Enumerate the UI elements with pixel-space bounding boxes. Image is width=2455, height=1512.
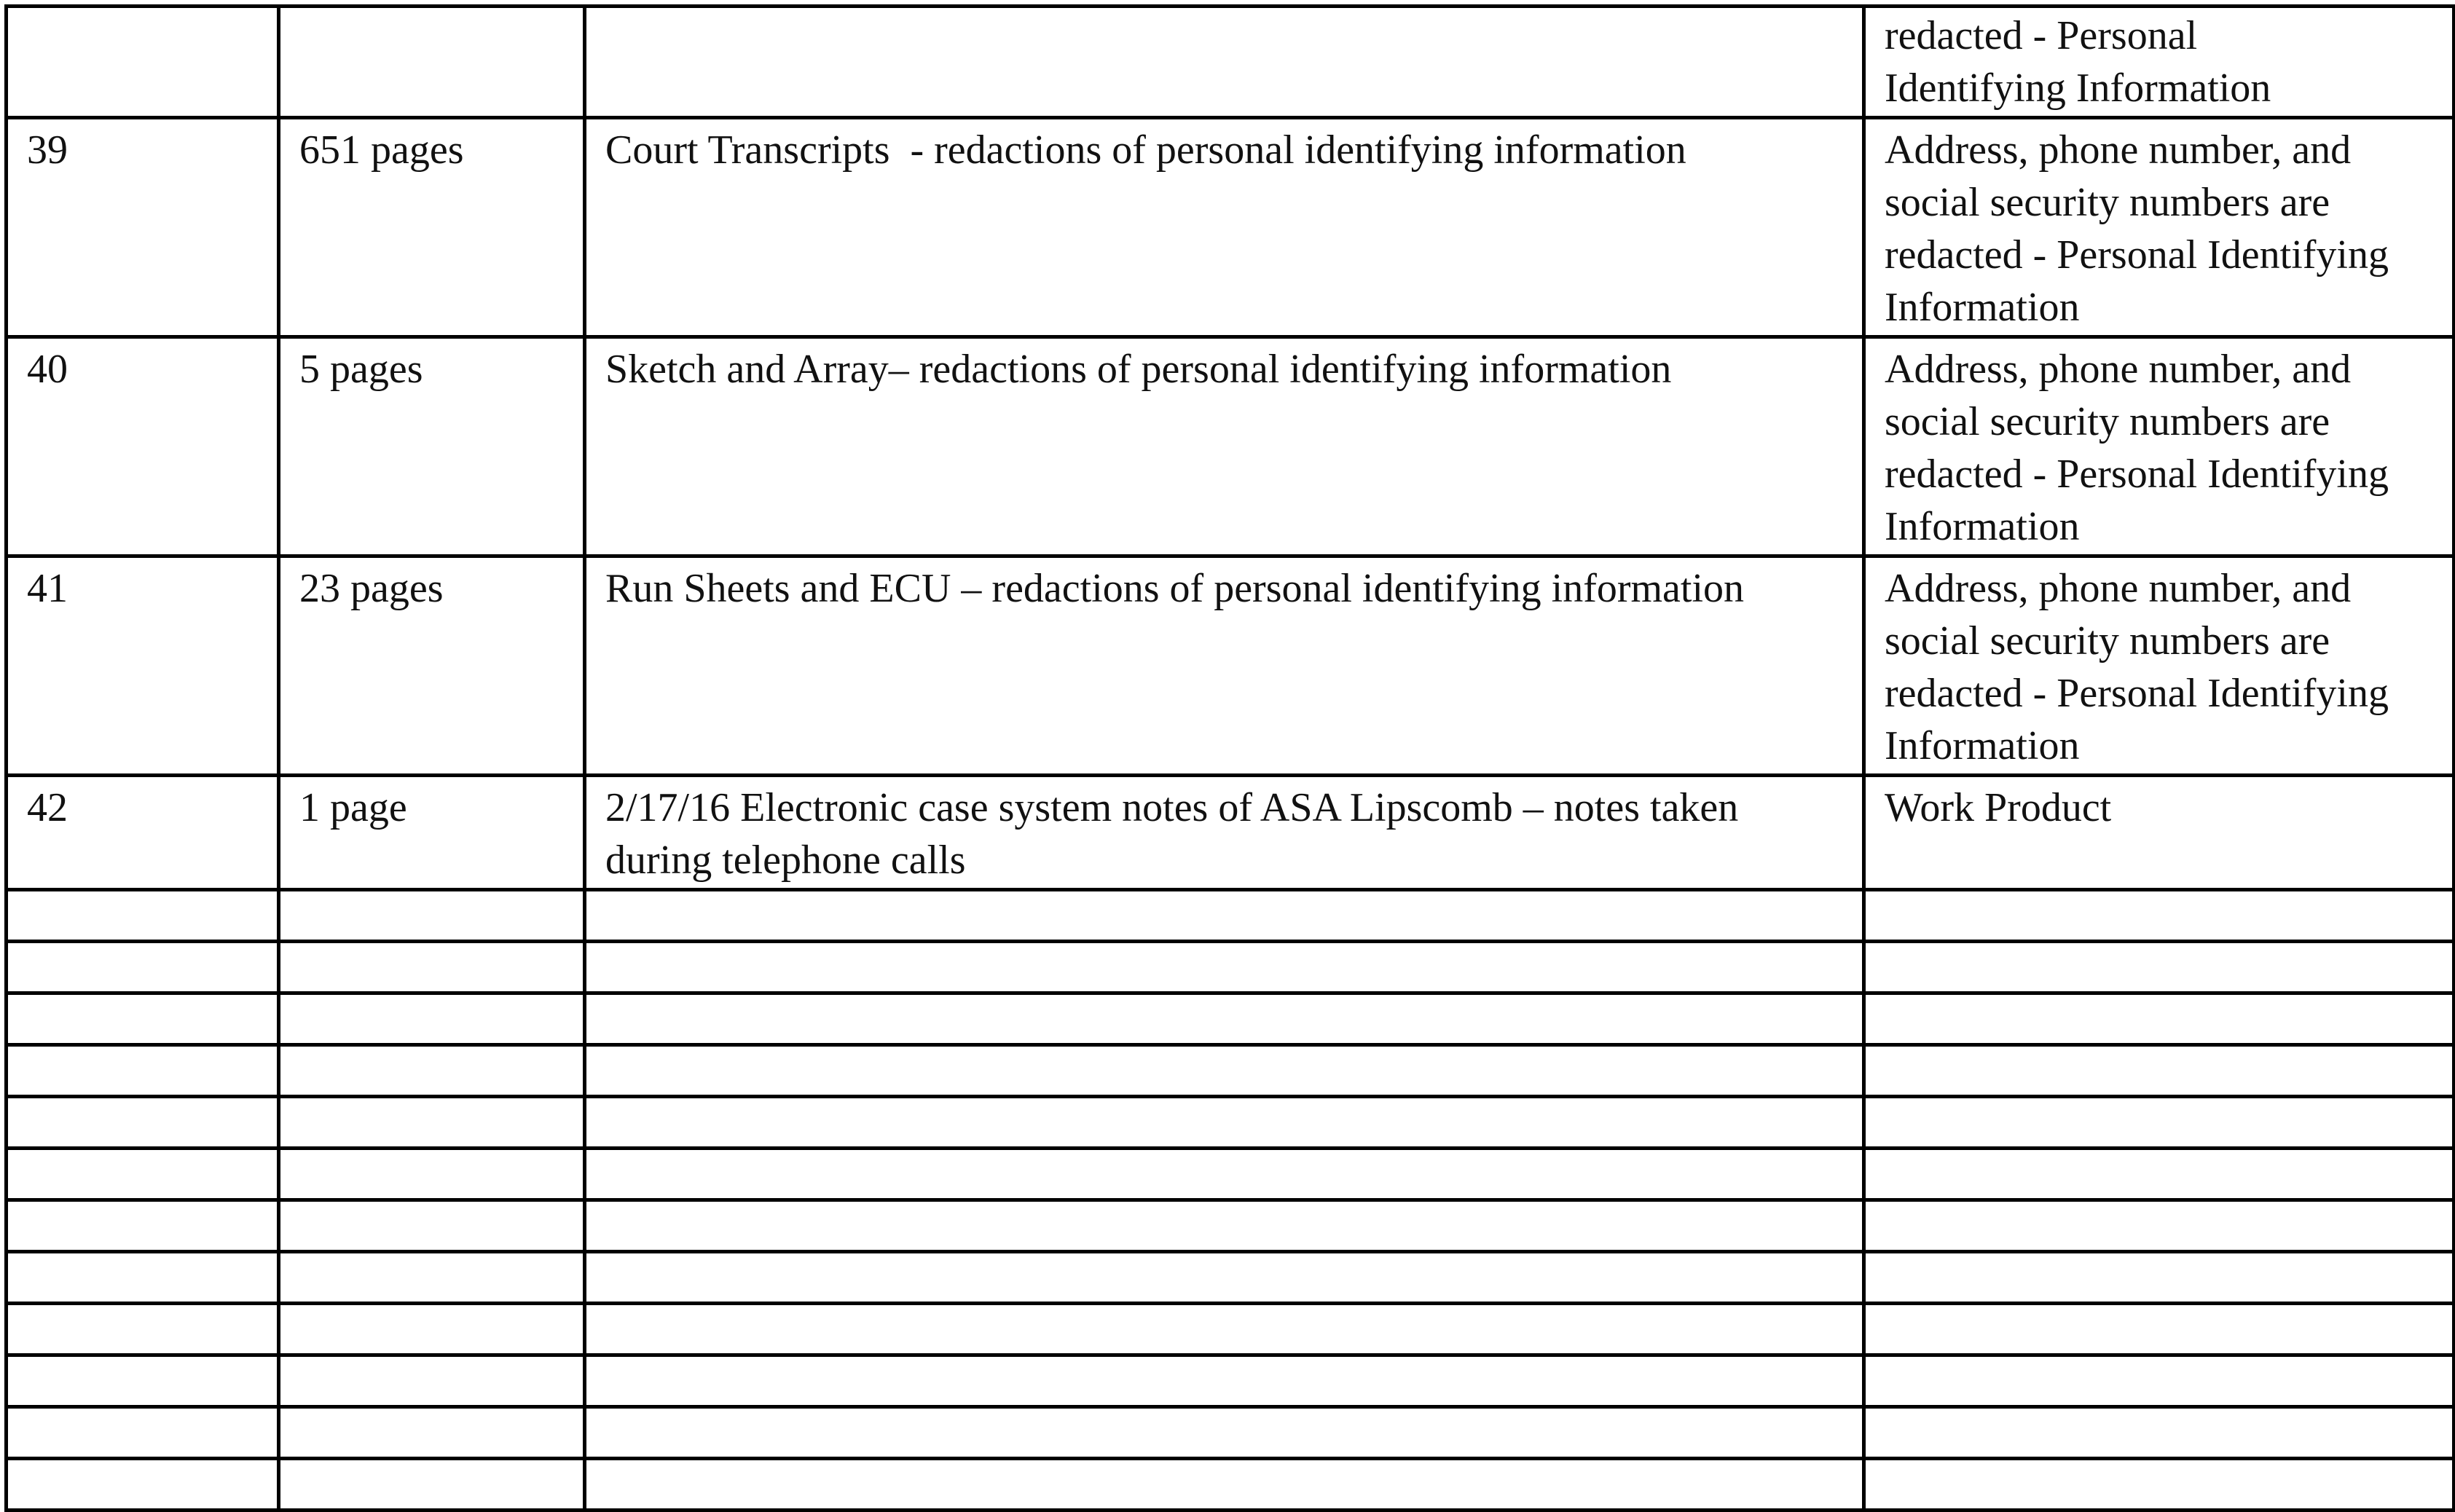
basis-cell: [1864, 1252, 2454, 1304]
item-number-cell: [7, 1459, 279, 1511]
basis-cell: Address, phone number, and social security numbers are redacted - Personal Identifying Information: [1864, 118, 2454, 337]
description-cell: [585, 1149, 1864, 1200]
empty-table-row: [7, 993, 2454, 1045]
item-number-cell: [7, 1097, 279, 1149]
item-number-cell: [7, 1407, 279, 1459]
basis-cell: Address, phone number, and social security numbers are redacted - Personal Identifying Information: [1864, 556, 2454, 776]
empty-table-row: [7, 1355, 2454, 1407]
empty-table-row: [7, 1459, 2454, 1511]
description-cell: [585, 1200, 1864, 1252]
description-cell: [585, 1304, 1864, 1355]
item-number-cell: [7, 1355, 279, 1407]
description-cell: [585, 1252, 1864, 1304]
page-count-cell: [279, 890, 585, 942]
description-cell: [585, 942, 1864, 993]
item-number-cell: 41: [7, 556, 279, 776]
item-number-cell: [7, 1045, 279, 1097]
item-number-cell: 39: [7, 118, 279, 337]
item-number-cell: [7, 1304, 279, 1355]
description-cell: [585, 1097, 1864, 1149]
basis-cell: [1864, 1355, 2454, 1407]
empty-table-row: [7, 1045, 2454, 1097]
description-cell: Court Transcripts - redactions of personal identifying information: [585, 118, 1864, 337]
empty-table-row: [7, 1304, 2454, 1355]
description-cell: [585, 1045, 1864, 1097]
basis-cell: [1864, 1149, 2454, 1200]
item-number-cell: [7, 993, 279, 1045]
empty-table-row: [7, 1407, 2454, 1459]
page-count-cell: [279, 1459, 585, 1511]
basis-cell: [1864, 942, 2454, 993]
basis-cell: [1864, 890, 2454, 942]
page-count-cell: [279, 942, 585, 993]
description-cell: [585, 890, 1864, 942]
basis-cell: [1864, 1459, 2454, 1511]
description-cell: Run Sheets and ECU – redactions of personal identifying information: [585, 556, 1864, 776]
description-cell: Sketch and Array– redactions of personal identifying information: [585, 337, 1864, 556]
basis-cell: [1864, 1200, 2454, 1252]
page-count-cell: [279, 1097, 585, 1149]
basis-cell: [1864, 993, 2454, 1045]
table-row: [7, 556, 2454, 776]
description-cell: [585, 1407, 1864, 1459]
empty-table-row: [7, 1200, 2454, 1252]
item-number-cell: 42: [7, 776, 279, 890]
description-cell: [585, 993, 1864, 1045]
page-count-cell: 1 page: [279, 776, 585, 890]
description-cell: [585, 7, 1864, 118]
basis-cell: [1864, 1407, 2454, 1459]
basis-cell: [1864, 1304, 2454, 1355]
table-row: [7, 118, 2454, 337]
page-count-cell: [279, 1407, 585, 1459]
page-count-cell: 651 pages: [279, 118, 585, 337]
page-count-cell: [279, 1200, 585, 1252]
basis-cell: Address, phone number, and social security numbers are redacted - Personal Identifying Information: [1864, 337, 2454, 556]
empty-table-row: [7, 1252, 2454, 1304]
page-count-cell: [279, 1149, 585, 1200]
page-count-cell: [279, 1252, 585, 1304]
redaction-log-table: [4, 4, 2455, 1512]
page-count-cell: 23 pages: [279, 556, 585, 776]
basis-cell: [1864, 1045, 2454, 1097]
table-body: [7, 7, 2454, 1511]
empty-table-row: [7, 942, 2454, 993]
description-cell: 2/17/16 Electronic case system notes of ASA Lipscomb – notes taken during telephone calls: [585, 776, 1864, 890]
page-count-cell: 5 pages: [279, 337, 585, 556]
item-number-cell: [7, 890, 279, 942]
empty-table-row: [7, 1149, 2454, 1200]
description-cell: [585, 1459, 1864, 1511]
empty-table-row: [7, 1097, 2454, 1149]
page-count-cell: [279, 1355, 585, 1407]
item-number-cell: [7, 7, 279, 118]
item-number-cell: 40: [7, 337, 279, 556]
description-cell: [585, 1355, 1864, 1407]
page-count-cell: [279, 1304, 585, 1355]
table-row: [7, 7, 2454, 118]
item-number-cell: [7, 942, 279, 993]
page-count-cell: [279, 993, 585, 1045]
basis-cell: [1864, 1097, 2454, 1149]
item-number-cell: [7, 1149, 279, 1200]
page-count-cell: [279, 1045, 585, 1097]
item-number-cell: [7, 1252, 279, 1304]
basis-cell: Work Product: [1864, 776, 2454, 890]
item-number-cell: [7, 1200, 279, 1252]
empty-table-row: [7, 890, 2454, 942]
table-row: [7, 776, 2454, 890]
basis-cell: redacted - Personal Identifying Information: [1864, 7, 2454, 118]
table-row: [7, 337, 2454, 556]
page-count-cell: [279, 7, 585, 118]
